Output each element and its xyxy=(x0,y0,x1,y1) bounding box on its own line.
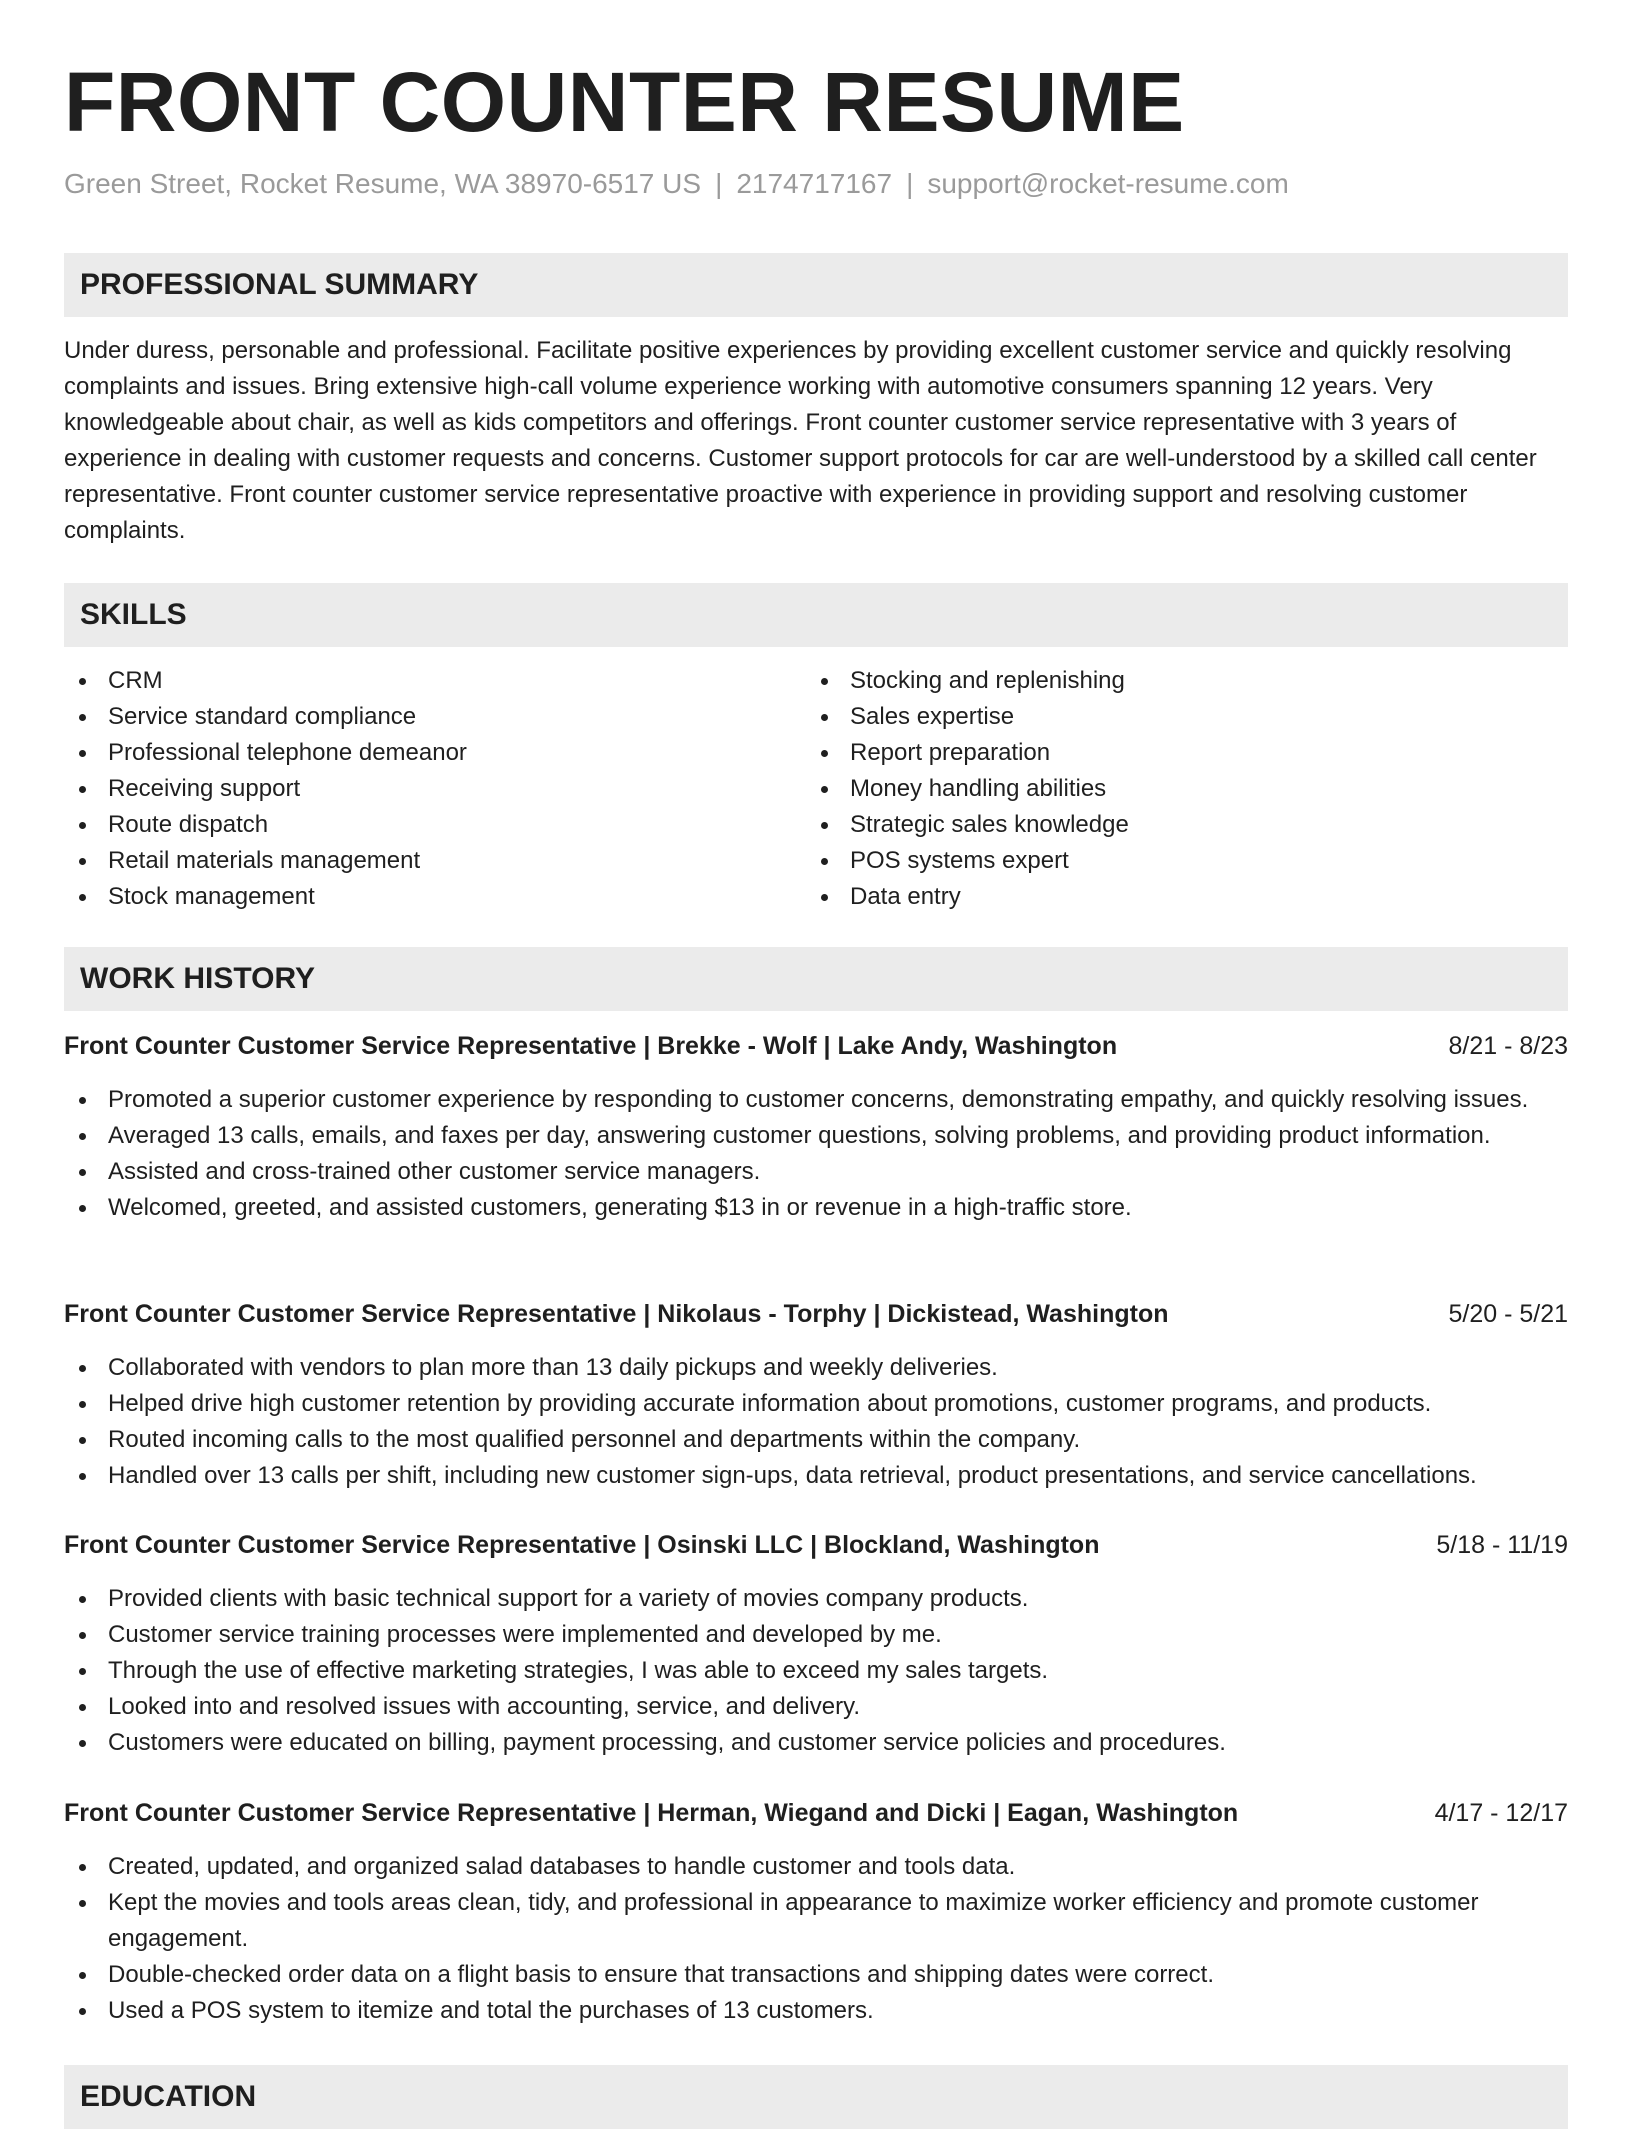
skills-list-left xyxy=(64,663,764,915)
section-header-skills: SKILLS xyxy=(64,583,1568,647)
skill-item: Route dispatch xyxy=(64,807,764,843)
job-bullet: Provided clients with basic technical support for a variety of movies company products. xyxy=(64,1581,1568,1617)
contact-separator: | xyxy=(906,168,914,199)
job-entry xyxy=(64,1527,1568,1761)
job-dates: 4/17 - 12/17 xyxy=(1434,1799,1568,1827)
job-title: Front Counter Customer Service Representative | Nikolaus - Torphy | Dickistead, Washington xyxy=(64,1300,1169,1328)
job-title: Front Counter Customer Service Representative | Herman, Wiegand and Dicki | Eagan, Washington xyxy=(64,1799,1239,1827)
contact-line xyxy=(64,166,1289,202)
job-bullets xyxy=(64,1350,1568,1494)
job-bullets xyxy=(64,1082,1568,1226)
skill-item: CRM xyxy=(64,663,764,699)
job-bullet: Averaged 13 calls, emails, and faxes per day, answering customer questions, solving problems, and providing product information. xyxy=(64,1118,1568,1154)
skill-item: Strategic sales knowledge xyxy=(806,807,1568,843)
job-header xyxy=(64,1028,1568,1064)
section-header-summary: PROFESSIONAL SUMMARY xyxy=(64,253,1568,317)
job-entry xyxy=(64,1028,1568,1226)
job-bullet: Used a POS system to itemize and total the purchases of 13 customers. xyxy=(64,1993,1568,2029)
job-bullet: Through the use of effective marketing strategies, I was able to exceed my sales targets. xyxy=(64,1653,1568,1689)
job-bullet: Kept the movies and tools areas clean, tidy, and professional in appearance to maximize worker efficiency and promote customer engagement. xyxy=(64,1885,1568,1957)
job-header xyxy=(64,1795,1568,1831)
job-dates: 5/18 - 11/19 xyxy=(1436,1531,1568,1559)
job-bullet: Collaborated with vendors to plan more than 13 daily pickups and weekly deliveries. xyxy=(64,1350,1568,1386)
job-bullet: Helped drive high customer retention by providing accurate information about promotions, customer programs, and products. xyxy=(64,1386,1568,1422)
skill-item: Report preparation xyxy=(806,735,1568,771)
job-bullets xyxy=(64,1581,1568,1761)
job-bullet: Looked into and resolved issues with accounting, service, and delivery. xyxy=(64,1689,1568,1725)
skill-item: Stock management xyxy=(64,879,764,915)
job-entry xyxy=(64,1296,1568,1494)
skill-item: Money handling abilities xyxy=(806,771,1568,807)
job-header xyxy=(64,1527,1568,1563)
skill-item: Sales expertise xyxy=(806,699,1568,735)
summary-text: Under duress, personable and professional. Facilitate positive experiences by providing excellent customer service and quickly resolving complaints and issues. Bring extensive high-call volume experience working with automotive consumers spanning 12 years. Very knowledgeable about chair, as well as kids competitors and offerings. Front counter customer service representative with 3 years of experience in dealing with customer requests and concerns. Customer support protocols for car are well-understood by a skilled call center representative. Front counter customer service representative proactive with experience in providing support and resolving customer complaints. xyxy=(64,337,1537,544)
skill-item: Service standard compliance xyxy=(64,699,764,735)
skill-item: Receiving support xyxy=(64,771,764,807)
section-header-education: EDUCATION xyxy=(64,2065,1568,2129)
skills-list-right xyxy=(806,663,1568,915)
resume-title: FRONT COUNTER RESUME xyxy=(64,55,1185,149)
skill-item: Data entry xyxy=(806,879,1568,915)
job-bullet: Customers were educated on billing, payment processing, and customer service policies and procedures. xyxy=(64,1725,1568,1761)
job-dates: 8/21 - 8/23 xyxy=(1448,1032,1568,1060)
job-bullet: Customer service training processes were implemented and developed by me. xyxy=(64,1617,1568,1653)
skill-item: Stocking and replenishing xyxy=(806,663,1568,699)
job-header xyxy=(64,1296,1568,1332)
job-dates: 5/20 - 5/21 xyxy=(1448,1300,1568,1328)
skill-item: Retail materials management xyxy=(64,843,764,879)
contact-separator: | xyxy=(715,168,723,199)
job-title: Front Counter Customer Service Representative | Osinski LLC | Blockland, Washington xyxy=(64,1531,1100,1559)
job-bullet: Assisted and cross-trained other customer service managers. xyxy=(64,1154,1568,1190)
job-title: Front Counter Customer Service Representative | Brekke - Wolf | Lake Andy, Washington xyxy=(64,1032,1118,1060)
job-bullet: Handled over 13 calls per shift, including new customer sign-ups, data retrieval, product presentations, and service cancellations. xyxy=(64,1458,1568,1494)
job-bullet: Routed incoming calls to the most qualified personnel and departments within the company. xyxy=(64,1422,1568,1458)
job-bullet: Double-checked order data on a flight basis to ensure that transactions and shipping dates were correct. xyxy=(64,1957,1568,1993)
job-bullets xyxy=(64,1849,1568,2029)
job-entry xyxy=(64,1795,1568,2029)
section-header-work-history: WORK HISTORY xyxy=(64,947,1568,1011)
skill-item: Professional telephone demeanor xyxy=(64,735,764,771)
job-bullet: Created, updated, and organized salad databases to handle customer and tools data. xyxy=(64,1849,1568,1885)
contact-phone: 2174717167 xyxy=(736,168,893,199)
contact-address: Green Street, Rocket Resume, WA 38970-6517 US xyxy=(64,168,702,199)
contact-email: support@rocket-resume.com xyxy=(927,168,1289,199)
job-bullet: Welcomed, greeted, and assisted customers, generating $13 in or revenue in a high-traffic store. xyxy=(64,1190,1568,1226)
skill-item: POS systems expert xyxy=(806,843,1568,879)
job-bullet: Promoted a superior customer experience by responding to customer concerns, demonstrating empathy, and quickly resolving issues. xyxy=(64,1082,1568,1118)
